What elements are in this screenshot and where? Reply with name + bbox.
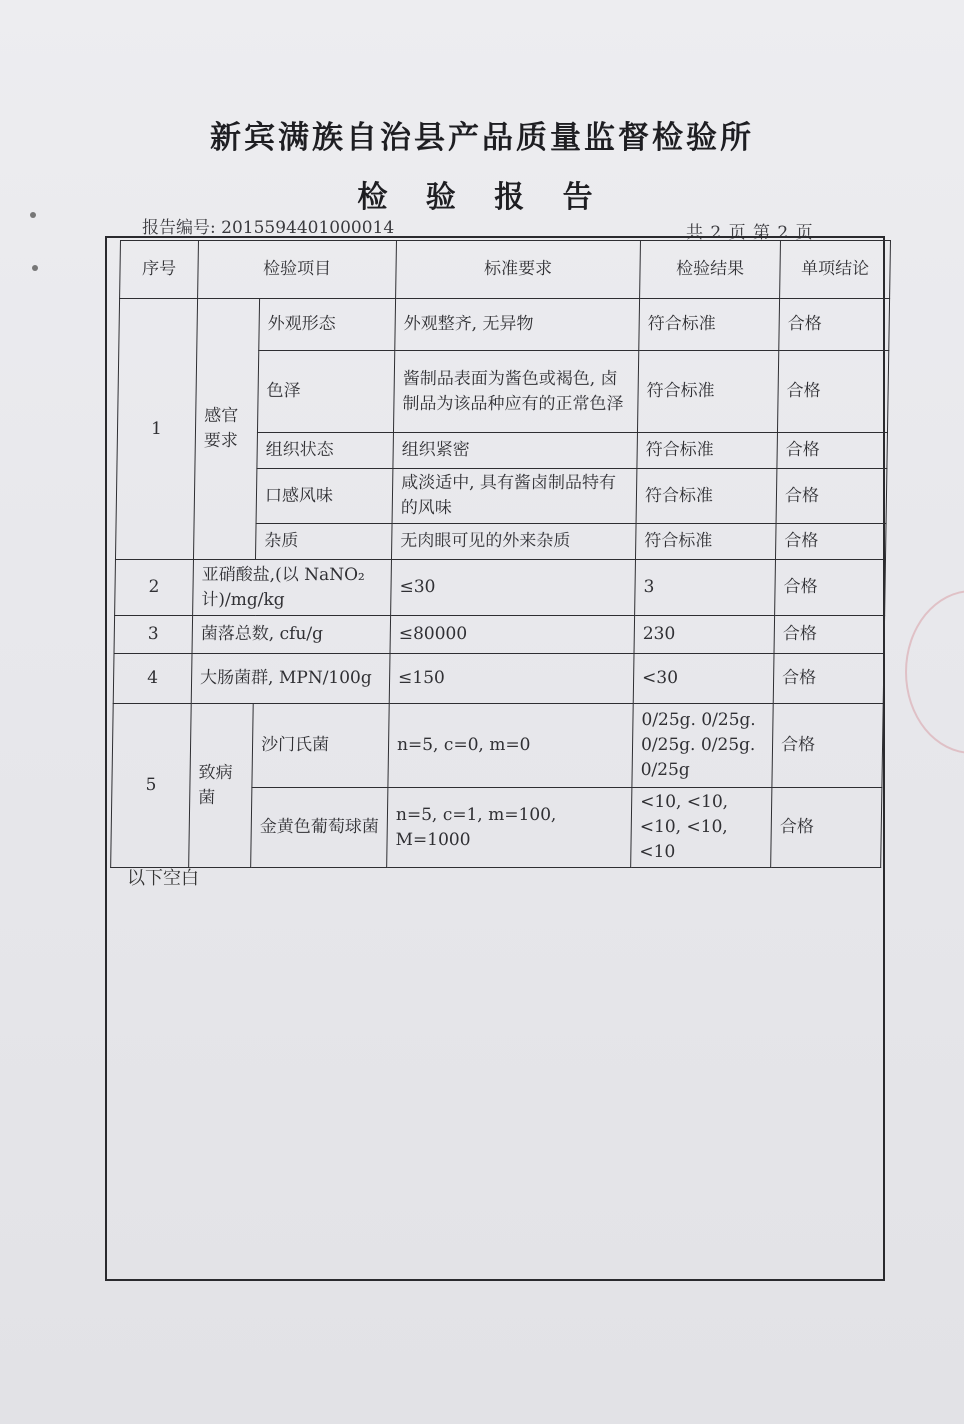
conclusion-cell: 合格	[772, 704, 883, 788]
standard-cell: 咸淡适中, 具有酱卤制品特有的风味	[392, 469, 637, 524]
item-cell: 沙门氏菌	[252, 704, 389, 788]
item-cell: 外观形态	[259, 299, 396, 351]
table-row	[119, 299, 890, 351]
conclusion-cell: 合格	[775, 524, 886, 560]
standard-cell: 酱制品表面为酱色或褐色, 卤制品为该品种应有的正常色泽	[393, 351, 638, 433]
seq-cell: 5	[111, 704, 192, 868]
item-cell: 色泽	[257, 351, 394, 433]
item-cell: 大肠菌群, MPN/100g	[191, 654, 390, 704]
paper-speck	[32, 265, 38, 271]
conclusion-cell: 合格	[773, 654, 884, 704]
blank-below-note: 以下空白	[127, 868, 199, 889]
conclusion-cell: 合格	[774, 616, 885, 654]
seq-cell: 3	[114, 616, 193, 654]
result-cell: 符合标准	[637, 351, 778, 433]
report-heading: 检 验 报 告	[357, 180, 607, 215]
result-cell: 符合标准	[635, 524, 776, 560]
result-cell: 0/25g. 0/25g. 0/25g. 0/25g. 0/25g	[632, 704, 773, 788]
conclusion-cell: 合格	[776, 469, 887, 524]
header-conclusion: 单项结论	[780, 241, 891, 299]
table-row	[115, 560, 886, 616]
header-item: 检验项目	[198, 241, 397, 299]
result-cell: 符合标准	[637, 433, 778, 469]
result-cell: 符合标准	[636, 469, 777, 524]
header-standard: 标准要求	[396, 241, 641, 299]
conclusion-cell: 合格	[777, 433, 888, 469]
header-seq: 序号	[120, 241, 199, 299]
seq-cell: 4	[113, 654, 192, 704]
header-result: 检验结果	[640, 241, 781, 299]
seq-cell: 1	[115, 299, 197, 560]
standard-cell: 组织紧密	[393, 433, 638, 469]
conclusion-cell: 合格	[771, 788, 882, 868]
report-number: 报告编号: 2015594401000014	[142, 218, 395, 238]
group-cell: 致病菌	[189, 704, 254, 868]
standard-cell: ≤150	[389, 654, 634, 704]
item-cell: 杂质	[255, 524, 392, 560]
table-row	[112, 704, 883, 788]
result-cell: <30	[633, 654, 774, 704]
item-cell: 口感风味	[256, 469, 393, 524]
result-cell: <10, <10, <10, <10, <10	[631, 788, 772, 868]
group-cell: 感官要求	[193, 299, 259, 560]
conclusion-cell: 合格	[777, 351, 888, 433]
item-cell: 金黄色葡萄球菌	[251, 788, 388, 868]
item-cell: 组织状态	[257, 433, 394, 469]
inspection-table	[110, 240, 891, 868]
conclusion-cell: 合格	[779, 299, 890, 351]
standard-cell: n=5, c=0, m=0	[388, 704, 633, 788]
institute-title: 新宾满族自治县产品质量监督检验所	[210, 120, 754, 156]
table-row	[114, 616, 885, 654]
result-cell: 3	[635, 560, 776, 616]
conclusion-cell: 合格	[775, 560, 886, 616]
item-cell: 亚硝酸盐,(以 NaNO₂ 计)/mg/kg	[193, 560, 392, 616]
table-row	[113, 654, 884, 704]
table-header-row	[120, 241, 891, 299]
standard-cell: ≤80000	[390, 616, 635, 654]
standard-cell: ≤30	[391, 560, 636, 616]
standard-cell: n=5, c=1, m=100, M=1000	[387, 788, 632, 868]
result-cell: 符合标准	[639, 299, 780, 351]
result-cell: 230	[634, 616, 775, 654]
seq-cell: 2	[115, 560, 194, 616]
page-indicator: 共 2 页 第 2 页	[686, 223, 814, 243]
item-cell: 菌落总数, cfu/g	[192, 616, 391, 654]
standard-cell: 无肉眼可见的外来杂质	[391, 524, 636, 560]
standard-cell: 外观整齐, 无异物	[395, 299, 640, 351]
